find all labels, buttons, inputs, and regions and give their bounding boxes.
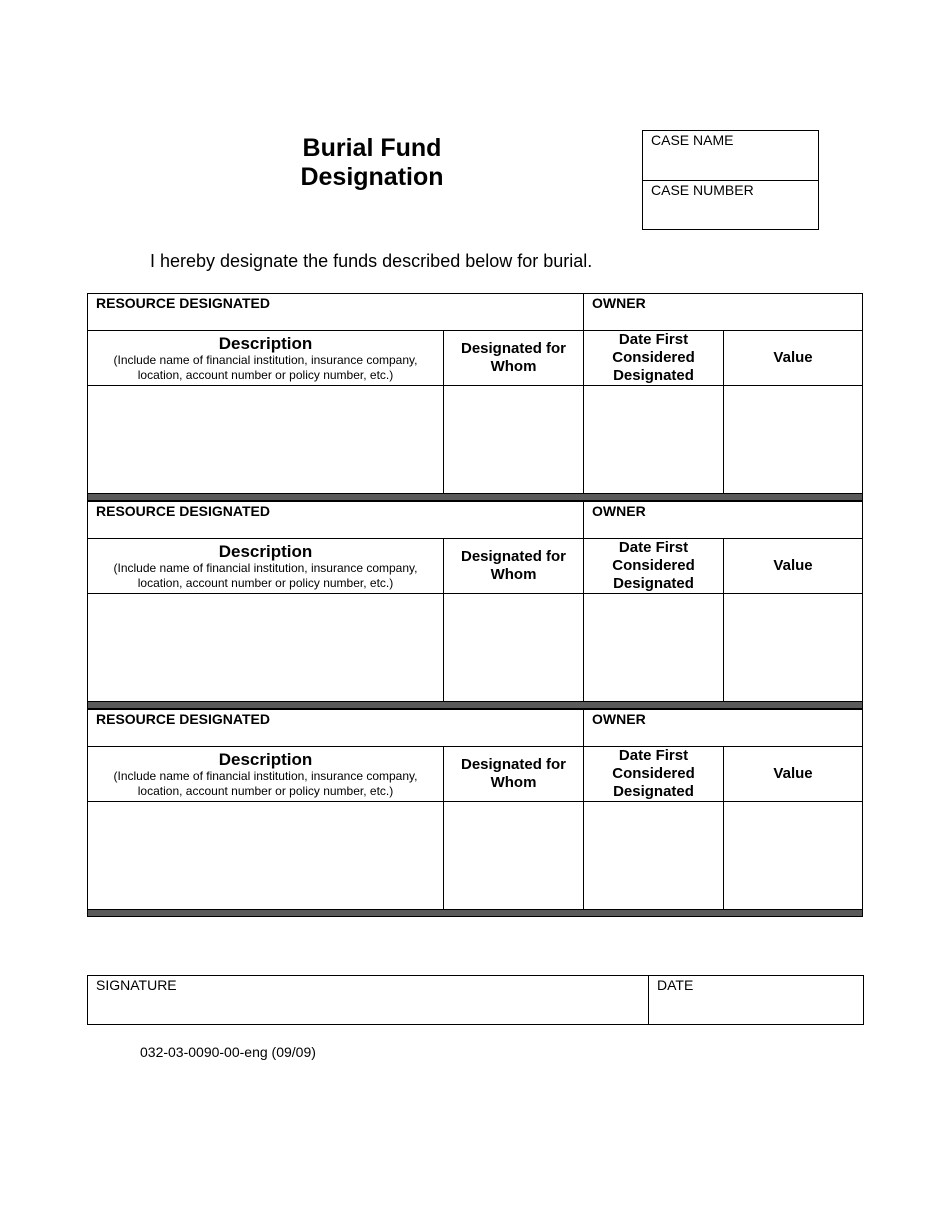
date-field[interactable] <box>649 976 863 1024</box>
designated-for-whom-header <box>444 331 584 386</box>
resource-designated-field[interactable] <box>88 710 584 747</box>
description-note-line-2: location, account number or policy number, etc.) <box>137 783 394 798</box>
case-number-label: CASE NUMBER <box>651 182 754 198</box>
designated-for-whom-header <box>444 539 584 594</box>
date-first-line-1: Date First <box>618 539 689 556</box>
designated-for-whom-line-1: Designated for <box>461 340 567 357</box>
case-info-box <box>642 130 819 230</box>
description-title: Description <box>218 541 313 561</box>
value-label: Value <box>773 349 813 366</box>
owner-field[interactable] <box>584 502 863 539</box>
designated-for-whom-line-2: Whom <box>490 774 537 791</box>
resource-section-2 <box>87 501 863 709</box>
case-number-field[interactable] <box>643 180 818 229</box>
value-entry[interactable] <box>724 386 863 494</box>
value-header <box>724 539 863 594</box>
description-title: Description <box>218 333 313 353</box>
form-title-line-2: Designation <box>300 163 444 191</box>
description-entry[interactable] <box>88 594 444 702</box>
date-first-considered-entry[interactable] <box>584 594 724 702</box>
date-first-considered-entry[interactable] <box>584 386 724 494</box>
section-divider <box>88 702 863 709</box>
date-first-line-3: Designated <box>613 783 694 800</box>
date-first-line-1: Date First <box>618 331 689 348</box>
designated-for-whom-line-2: Whom <box>490 358 537 375</box>
form-title <box>272 134 472 192</box>
description-header <box>88 331 444 386</box>
description-note-line-2: location, account number or policy number, etc.) <box>137 367 394 382</box>
owner-label: OWNER <box>592 711 646 727</box>
designated-for-whom-line-1: Designated for <box>461 548 567 565</box>
form-code: 032-03-0090-00-eng (09/09) <box>140 1044 316 1060</box>
date-label: DATE <box>657 977 694 993</box>
section-divider <box>88 910 863 917</box>
signature-field[interactable] <box>88 976 649 1024</box>
value-header <box>724 747 863 802</box>
date-first-line-1: Date First <box>618 747 689 764</box>
section-divider <box>88 494 863 501</box>
resource-designated-label: RESOURCE DESIGNATED <box>96 295 270 311</box>
case-name-field[interactable] <box>643 131 818 180</box>
designated-for-whom-entry[interactable] <box>444 386 584 494</box>
date-first-considered-header <box>584 331 724 386</box>
description-note-line-1: (Include name of financial institution, insurance company, <box>113 560 418 575</box>
description-note-line-1: (Include name of financial institution, insurance company, <box>113 352 418 367</box>
owner-field[interactable] <box>584 710 863 747</box>
case-name-label: CASE NAME <box>651 132 734 148</box>
form-title-line-1: Burial Fund <box>302 134 442 162</box>
description-title: Description <box>218 749 313 769</box>
date-first-line-2: Considered <box>612 557 695 574</box>
value-label: Value <box>773 557 813 574</box>
resource-section-3 <box>87 709 863 917</box>
description-entry[interactable] <box>88 386 444 494</box>
designated-for-whom-entry[interactable] <box>444 594 584 702</box>
date-first-line-3: Designated <box>613 367 694 384</box>
value-label: Value <box>773 765 813 782</box>
description-note-line-2: location, account number or policy number, etc.) <box>137 575 394 590</box>
description-entry[interactable] <box>88 802 444 910</box>
resource-designated-field[interactable] <box>88 502 584 539</box>
designated-for-whom-line-2: Whom <box>490 566 537 583</box>
description-note-line-1: (Include name of financial institution, insurance company, <box>113 768 418 783</box>
designated-for-whom-header <box>444 747 584 802</box>
date-first-considered-header <box>584 539 724 594</box>
description-header <box>88 539 444 594</box>
signature-label: SIGNATURE <box>96 977 177 993</box>
date-first-line-2: Considered <box>612 349 695 366</box>
value-header <box>724 331 863 386</box>
owner-label: OWNER <box>592 295 646 311</box>
designation-statement: I hereby designate the funds described below for burial. <box>150 251 593 271</box>
resource-designated-field[interactable] <box>88 294 584 331</box>
designated-for-whom-entry[interactable] <box>444 802 584 910</box>
date-first-line-3: Designated <box>613 575 694 592</box>
designated-for-whom-line-1: Designated for <box>461 756 567 773</box>
signature-box <box>87 975 864 1025</box>
owner-label: OWNER <box>592 503 646 519</box>
date-first-considered-header <box>584 747 724 802</box>
owner-field[interactable] <box>584 294 863 331</box>
value-entry[interactable] <box>724 594 863 702</box>
value-entry[interactable] <box>724 802 863 910</box>
description-header <box>88 747 444 802</box>
resource-designated-label: RESOURCE DESIGNATED <box>96 711 270 727</box>
date-first-line-2: Considered <box>612 765 695 782</box>
resource-designated-label: RESOURCE DESIGNATED <box>96 503 270 519</box>
resource-section-1 <box>87 293 863 501</box>
date-first-considered-entry[interactable] <box>584 802 724 910</box>
